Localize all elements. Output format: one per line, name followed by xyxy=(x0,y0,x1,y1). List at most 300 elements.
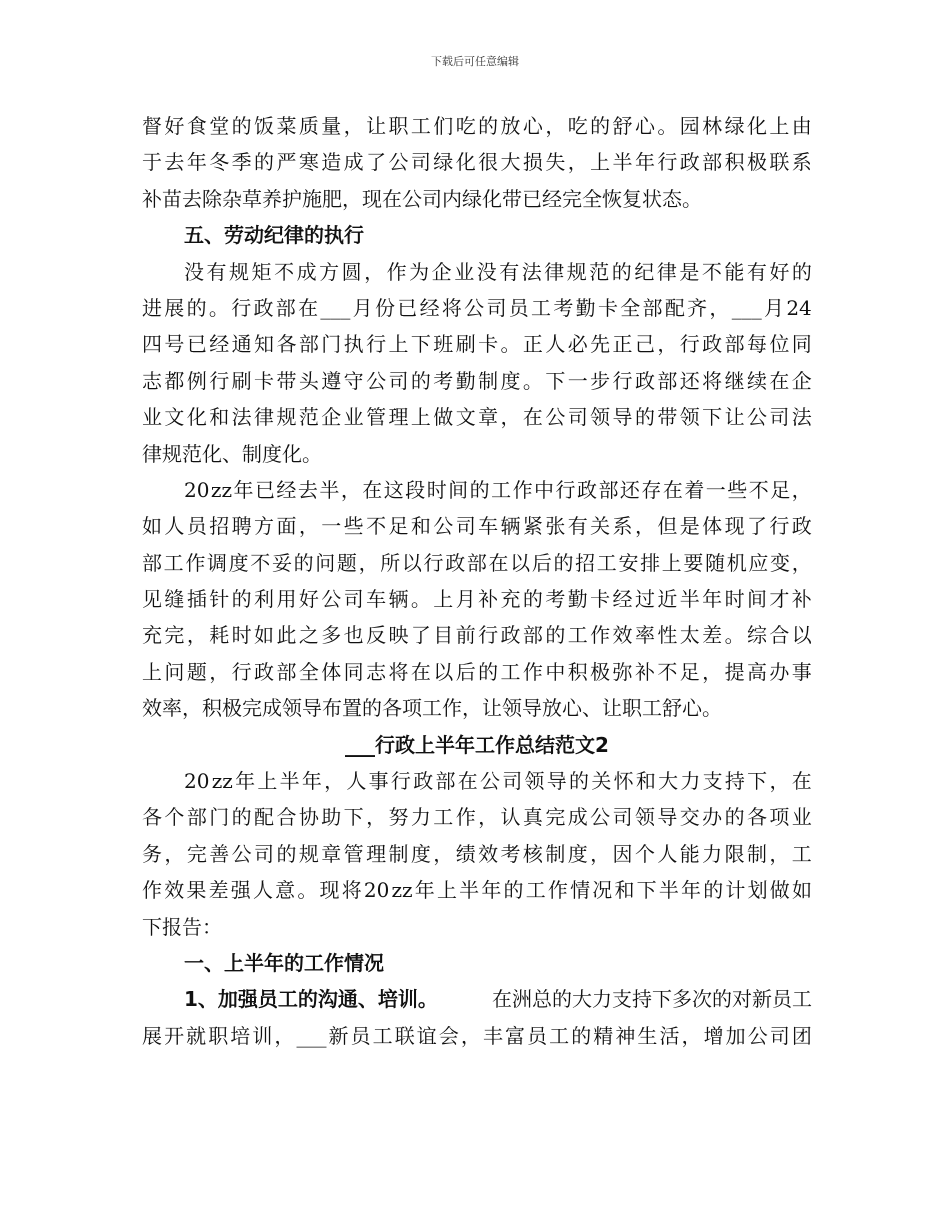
glyph: 上 xyxy=(436,878,457,903)
glyph: 半 xyxy=(459,878,480,903)
glyph: 行 xyxy=(612,368,633,393)
glyph: 作 xyxy=(512,477,533,502)
glyph: 生 xyxy=(637,1023,658,1048)
glyph: 所 xyxy=(380,550,401,575)
glyph: 一 xyxy=(321,514,342,539)
glyph: 了 xyxy=(410,623,431,648)
glyph: 的 xyxy=(724,805,745,830)
glyph: 这 xyxy=(383,477,404,502)
glyph: 提 xyxy=(724,659,745,684)
glyph: 各 xyxy=(276,332,297,357)
glyph: 管 xyxy=(343,841,364,866)
glyph: 增 xyxy=(703,1023,724,1048)
glyph: 后 xyxy=(531,550,552,575)
glyph: 年 xyxy=(186,150,207,175)
glyph: 遵 xyxy=(321,368,342,393)
glyph: 饭 xyxy=(254,114,275,138)
glyph: 司 xyxy=(254,841,275,866)
glyph: 行 xyxy=(657,150,678,175)
glyph: 支 xyxy=(702,769,723,794)
glyph: 充 xyxy=(142,623,162,648)
glyph: 变 xyxy=(770,550,791,575)
glyph: 。 xyxy=(500,332,521,357)
glyph: 作 xyxy=(455,805,476,830)
glyph: 上 xyxy=(433,587,454,612)
glyph: 公 xyxy=(545,405,566,430)
glyph: 联 xyxy=(769,150,790,175)
glyph: 的 xyxy=(634,405,655,430)
glyph: 理 xyxy=(388,405,409,430)
glyph: 齐 xyxy=(687,295,708,320)
glyph: 公 xyxy=(590,805,611,830)
glyph: ， xyxy=(364,259,385,284)
text-line xyxy=(142,617,812,653)
glyph: 作 xyxy=(386,259,407,284)
glyph: 和 xyxy=(635,769,656,794)
glyph: 冬 xyxy=(209,150,230,175)
glyph: 方 xyxy=(254,514,275,539)
glyph: 在 xyxy=(488,550,509,575)
glyph: 用 xyxy=(276,587,297,612)
glyph: 失 xyxy=(545,150,566,175)
glyph: 工 xyxy=(525,878,546,903)
glyph: 司 xyxy=(567,405,588,430)
glyph: 章 xyxy=(478,405,499,430)
glyph: 年 xyxy=(634,150,655,175)
glyph: 合 xyxy=(769,623,790,648)
glyph: 导 xyxy=(546,769,567,794)
glyph: 题 xyxy=(186,659,207,684)
glyph: 足 xyxy=(679,659,700,684)
glyph: ， xyxy=(460,1023,481,1048)
glyph: 规 xyxy=(229,259,250,284)
glyph: 知 xyxy=(254,332,275,357)
glyph: 继 xyxy=(724,368,745,393)
glyph: 规 xyxy=(276,405,297,430)
glyph: 心 xyxy=(522,114,543,138)
glyph: 时 xyxy=(724,587,745,612)
glyph: 政 xyxy=(634,368,655,393)
glyph: 的 xyxy=(469,477,490,502)
glyph: 作 xyxy=(185,550,206,575)
glyph: 公 xyxy=(231,841,252,866)
glyph: 司 xyxy=(612,805,633,830)
glyph: 刷 xyxy=(231,368,252,393)
glyph: 和 xyxy=(410,514,431,539)
glyph: 吃 xyxy=(455,114,476,138)
glyph: 损 xyxy=(522,150,543,175)
glyph: 的 xyxy=(478,114,499,138)
glyph: 排 xyxy=(640,550,661,575)
glyph: 勤 xyxy=(567,587,588,612)
glyph: 。 xyxy=(297,878,318,903)
glyph: 年 xyxy=(233,477,254,502)
glyph: 和 xyxy=(614,878,635,903)
glyph: 导 xyxy=(612,405,633,430)
glyph: 上 xyxy=(257,769,278,794)
glyph: 年 xyxy=(414,878,435,903)
glyph: 法 xyxy=(791,405,812,430)
glyph: 人 xyxy=(545,332,566,357)
glyph: 企 xyxy=(321,405,342,430)
glyph: 度 xyxy=(567,841,588,866)
glyph: 。 xyxy=(657,114,678,138)
glyph: 不 xyxy=(657,659,678,684)
glyph: 性 xyxy=(657,623,678,648)
section-heading: 一、上半年的工作情况 xyxy=(184,950,384,975)
glyph: 每 xyxy=(746,332,767,357)
glyph: 作 xyxy=(522,659,543,684)
glyph: 项 xyxy=(769,805,790,830)
glyph: 存 xyxy=(641,477,662,502)
glyph: 系 xyxy=(612,514,633,539)
glyph: 公 xyxy=(388,150,409,175)
glyph: 招 xyxy=(209,514,230,539)
glyph: 配 xyxy=(254,805,275,830)
glyph: 关 xyxy=(590,514,611,539)
glyph: 缝 xyxy=(164,587,185,612)
glyph: 的 xyxy=(276,841,297,866)
glyph: 督 xyxy=(142,114,162,138)
glyph: 谊 xyxy=(416,1023,437,1048)
glyph: 辆 xyxy=(388,587,409,612)
glyph: 部 xyxy=(275,295,296,320)
glyph: 去 xyxy=(297,477,318,502)
glyph: 圆 xyxy=(341,259,362,284)
glyph: 就 xyxy=(186,1023,207,1048)
glyph: 工 xyxy=(549,1023,570,1048)
glyph: 年 xyxy=(702,587,723,612)
glyph: 经 xyxy=(209,332,230,357)
glyph: 同 xyxy=(343,659,364,684)
glyph: ___ xyxy=(731,295,762,320)
glyph: 律 xyxy=(544,259,565,284)
glyph: 年 xyxy=(681,878,702,903)
glyph: ， xyxy=(433,841,454,866)
glyph: 卡 xyxy=(254,368,275,393)
glyph: 部 xyxy=(298,332,319,357)
glyph: 在 xyxy=(662,477,683,502)
glyph: 员 xyxy=(508,295,529,320)
glyph: 在 xyxy=(362,477,383,502)
glyph: 高 xyxy=(746,659,767,684)
glyph: 由 xyxy=(791,114,812,138)
glyph: 题 xyxy=(336,550,357,575)
glyph: 质 xyxy=(298,114,319,138)
glyph: 司 xyxy=(769,405,790,430)
glyph: 补 xyxy=(478,587,499,612)
glyph: 还 xyxy=(619,477,640,502)
glyph: 行 xyxy=(555,477,576,502)
glyph: 在 xyxy=(522,405,543,430)
glyph: 行 xyxy=(769,514,790,539)
glyph: ， xyxy=(478,805,499,830)
glyph: 位 xyxy=(769,332,790,357)
glyph: 人 xyxy=(164,514,185,539)
glyph: 之 xyxy=(298,623,319,648)
glyph: 但 xyxy=(657,514,678,539)
glyph: 效 xyxy=(164,878,185,903)
text-run: 在洲总的大力支持下多次的对新员工 xyxy=(492,987,812,1012)
glyph: 怀 xyxy=(613,769,634,794)
glyph: 上 xyxy=(661,550,682,575)
glyph: 上 xyxy=(769,114,790,138)
glyph: 半 xyxy=(658,878,679,903)
glyph: 好 xyxy=(769,259,790,284)
text-line xyxy=(142,399,812,435)
glyph: 有 xyxy=(206,259,227,284)
glyph: 导 xyxy=(657,805,678,830)
glyph: 不 xyxy=(366,514,387,539)
glyph: 业 xyxy=(343,405,364,430)
glyph: 部 xyxy=(142,550,162,575)
glyph: zz xyxy=(210,477,232,502)
glyph: 卡 xyxy=(478,332,499,357)
glyph: 严 xyxy=(276,150,297,175)
glyph: 没 xyxy=(476,259,497,284)
glyph: ， xyxy=(590,841,611,866)
glyph: 部 xyxy=(435,769,456,794)
glyph: 现 xyxy=(724,514,745,539)
glyph: 将 xyxy=(388,659,409,684)
glyph: 规 xyxy=(298,841,319,866)
glyph: ， xyxy=(681,1023,702,1048)
glyph: 的 xyxy=(590,114,611,138)
glyph: 训 xyxy=(252,1023,273,1048)
glyph: 务 xyxy=(142,841,162,866)
glyph: 司 xyxy=(410,150,431,175)
glyph: 职 xyxy=(388,114,409,138)
glyph: 段 xyxy=(405,477,426,502)
glyph: 吃 xyxy=(567,114,588,138)
glyph: 季 xyxy=(231,150,252,175)
glyph: 制 xyxy=(545,841,566,866)
glyph: 工 xyxy=(163,550,184,575)
glyph: 律 xyxy=(656,259,677,284)
text-line xyxy=(142,1018,812,1054)
glyph: 月 xyxy=(455,587,476,612)
glyph: 20 xyxy=(184,477,210,502)
glyph: ， xyxy=(298,514,319,539)
glyph: 配 xyxy=(664,295,685,320)
glyph: 工 xyxy=(567,623,588,648)
glyph: 。 xyxy=(208,295,229,320)
section-heading: 五、劳动纪律的执行 xyxy=(184,223,364,248)
glyph: 多 xyxy=(321,623,342,648)
glyph: 关 xyxy=(591,769,612,794)
glyph: 公 xyxy=(746,405,767,430)
glyph: 耗 xyxy=(209,623,230,648)
glyph: 下 xyxy=(636,878,657,903)
glyph: 工 xyxy=(531,295,552,320)
glyph: 正 xyxy=(522,332,543,357)
glyph: ， xyxy=(702,659,723,684)
glyph: ， xyxy=(340,477,361,502)
glyph: 太 xyxy=(679,623,700,648)
glyph: 舒 xyxy=(612,114,633,138)
glyph: 随 xyxy=(705,550,726,575)
glyph: 司 xyxy=(455,514,476,539)
glyph: 半 xyxy=(679,587,700,612)
glyph: 进 xyxy=(142,295,162,320)
glyph: 工 xyxy=(500,659,521,684)
glyph: 近 xyxy=(657,587,678,612)
glyph: 员 xyxy=(186,514,207,539)
glyph: 年 xyxy=(235,769,256,794)
glyph: 培 xyxy=(230,1023,251,1048)
glyph: ， xyxy=(209,659,230,684)
glyph: ___ xyxy=(296,1023,327,1048)
glyph: 人 xyxy=(346,769,367,794)
glyph: ， xyxy=(343,114,364,138)
text-line xyxy=(142,363,812,399)
glyph: 个 xyxy=(164,805,185,830)
glyph: 公 xyxy=(433,514,454,539)
glyph: 车 xyxy=(366,587,387,612)
glyph: 头 xyxy=(298,368,319,393)
glyph: 公 xyxy=(366,368,387,393)
glyph: 上 xyxy=(590,150,611,175)
glyph: 如 xyxy=(142,514,162,539)
glyph: 中 xyxy=(545,659,566,684)
glyph: 企 xyxy=(791,368,812,393)
glyph: 勤 xyxy=(575,295,596,320)
glyph: 法 xyxy=(231,405,252,430)
glyph: zz xyxy=(391,878,413,903)
glyph: 好 xyxy=(298,587,319,612)
glyph: 部 xyxy=(186,805,207,830)
glyph: 行 xyxy=(478,623,499,648)
glyph: 续 xyxy=(746,368,767,393)
glyph: 作 xyxy=(142,878,162,903)
glyph: 行 xyxy=(390,769,411,794)
glyph: 间 xyxy=(746,587,767,612)
glyph: 认 xyxy=(500,805,521,830)
glyph: 工 xyxy=(410,114,431,138)
glyph: 行 xyxy=(209,368,230,393)
glyph: 在 xyxy=(791,769,812,794)
glyph: ， xyxy=(769,769,790,794)
glyph: 20 xyxy=(184,769,210,794)
glyph: 制 xyxy=(388,841,409,866)
glyph: 行 xyxy=(423,550,444,575)
glyph: 部 xyxy=(724,332,745,357)
glyph: 领 xyxy=(590,405,611,430)
glyph: 上 xyxy=(388,332,409,357)
glyph: 菜 xyxy=(276,114,297,138)
glyph: 成 xyxy=(567,805,588,830)
glyph: 核 xyxy=(522,841,543,866)
glyph: 下 xyxy=(702,405,723,430)
glyph: 业 xyxy=(454,259,475,284)
glyph: 部 xyxy=(466,550,487,575)
glyph: 意 xyxy=(275,878,296,903)
glyph: 展 xyxy=(164,295,185,320)
glyph: 了 xyxy=(746,514,767,539)
glyph: 交 xyxy=(679,805,700,830)
glyph: 必 xyxy=(567,332,588,357)
glyph: 部 xyxy=(657,368,678,393)
glyph: 补 xyxy=(791,587,812,612)
glyph: 调 xyxy=(206,550,227,575)
glyph: ， xyxy=(274,1023,295,1048)
glyph: 班 xyxy=(433,332,454,357)
glyph: 大 xyxy=(658,769,679,794)
glyph: 理 xyxy=(366,841,387,866)
glyph: 绩 xyxy=(455,841,476,866)
glyph: 的 xyxy=(503,878,524,903)
glyph: 政 xyxy=(679,150,700,175)
glyph: 能 xyxy=(724,259,745,284)
glyph: 将 xyxy=(441,295,462,320)
glyph: 政 xyxy=(702,332,723,357)
glyph: 弥 xyxy=(612,659,633,684)
text-line: 下报告： xyxy=(142,914,222,939)
glyph: 政 xyxy=(253,295,274,320)
glyph: 妥 xyxy=(271,550,292,575)
glyph: 四 xyxy=(142,332,162,357)
glyph: 因 xyxy=(612,841,633,866)
glyph: 绿 xyxy=(433,150,454,175)
glyph: 经 xyxy=(276,477,297,502)
glyph: ， xyxy=(186,623,207,648)
glyph: 展 xyxy=(142,1023,162,1048)
glyph: 以 xyxy=(791,623,812,648)
glyph: 不 xyxy=(274,259,295,284)
text-line xyxy=(142,799,812,835)
glyph: 化 xyxy=(455,150,476,175)
glyph: 号 xyxy=(164,332,185,357)
glyph: 的 xyxy=(703,878,724,903)
glyph: 司 xyxy=(502,769,523,794)
glyph: 的 xyxy=(571,1023,592,1048)
glyph: 文 xyxy=(164,405,185,430)
glyph: 员 xyxy=(350,1023,371,1048)
glyph: 领 xyxy=(524,769,545,794)
glyph: 效 xyxy=(612,623,633,648)
glyph: 考 xyxy=(553,295,574,320)
glyph: 助 xyxy=(321,805,342,830)
glyph: 工 xyxy=(491,477,512,502)
glyph: 加 xyxy=(725,1023,746,1048)
text-line: 效率，积极完成领导布置的各项工作，让领导放心、让职工舒心。 xyxy=(142,696,722,721)
glyph: 差 xyxy=(208,878,229,903)
glyph: 有 xyxy=(567,514,588,539)
glyph: 开 xyxy=(164,1023,185,1048)
glyph: 善 xyxy=(209,841,230,866)
glyph: 纪 xyxy=(634,259,655,284)
glyph: ， xyxy=(500,405,521,430)
glyph: 了 xyxy=(366,150,387,175)
text-line xyxy=(142,326,812,362)
glyph: 张 xyxy=(545,514,566,539)
glyph: 的 xyxy=(545,623,566,648)
glyph: 公 xyxy=(479,769,500,794)
glyph: 的 xyxy=(611,259,632,284)
glyph: 各 xyxy=(142,805,162,830)
glyph: 已 xyxy=(254,477,275,502)
glyph: 量 xyxy=(321,114,342,138)
glyph: 丰 xyxy=(482,1023,503,1048)
glyph: 制 xyxy=(746,841,767,866)
glyph: 业 xyxy=(791,805,812,830)
glyph: ， xyxy=(366,805,387,830)
text-line xyxy=(142,108,812,144)
glyph: 。 xyxy=(522,368,543,393)
glyph: 的 xyxy=(553,550,574,575)
glyph: ， xyxy=(709,295,730,320)
glyph: 时 xyxy=(231,623,252,648)
